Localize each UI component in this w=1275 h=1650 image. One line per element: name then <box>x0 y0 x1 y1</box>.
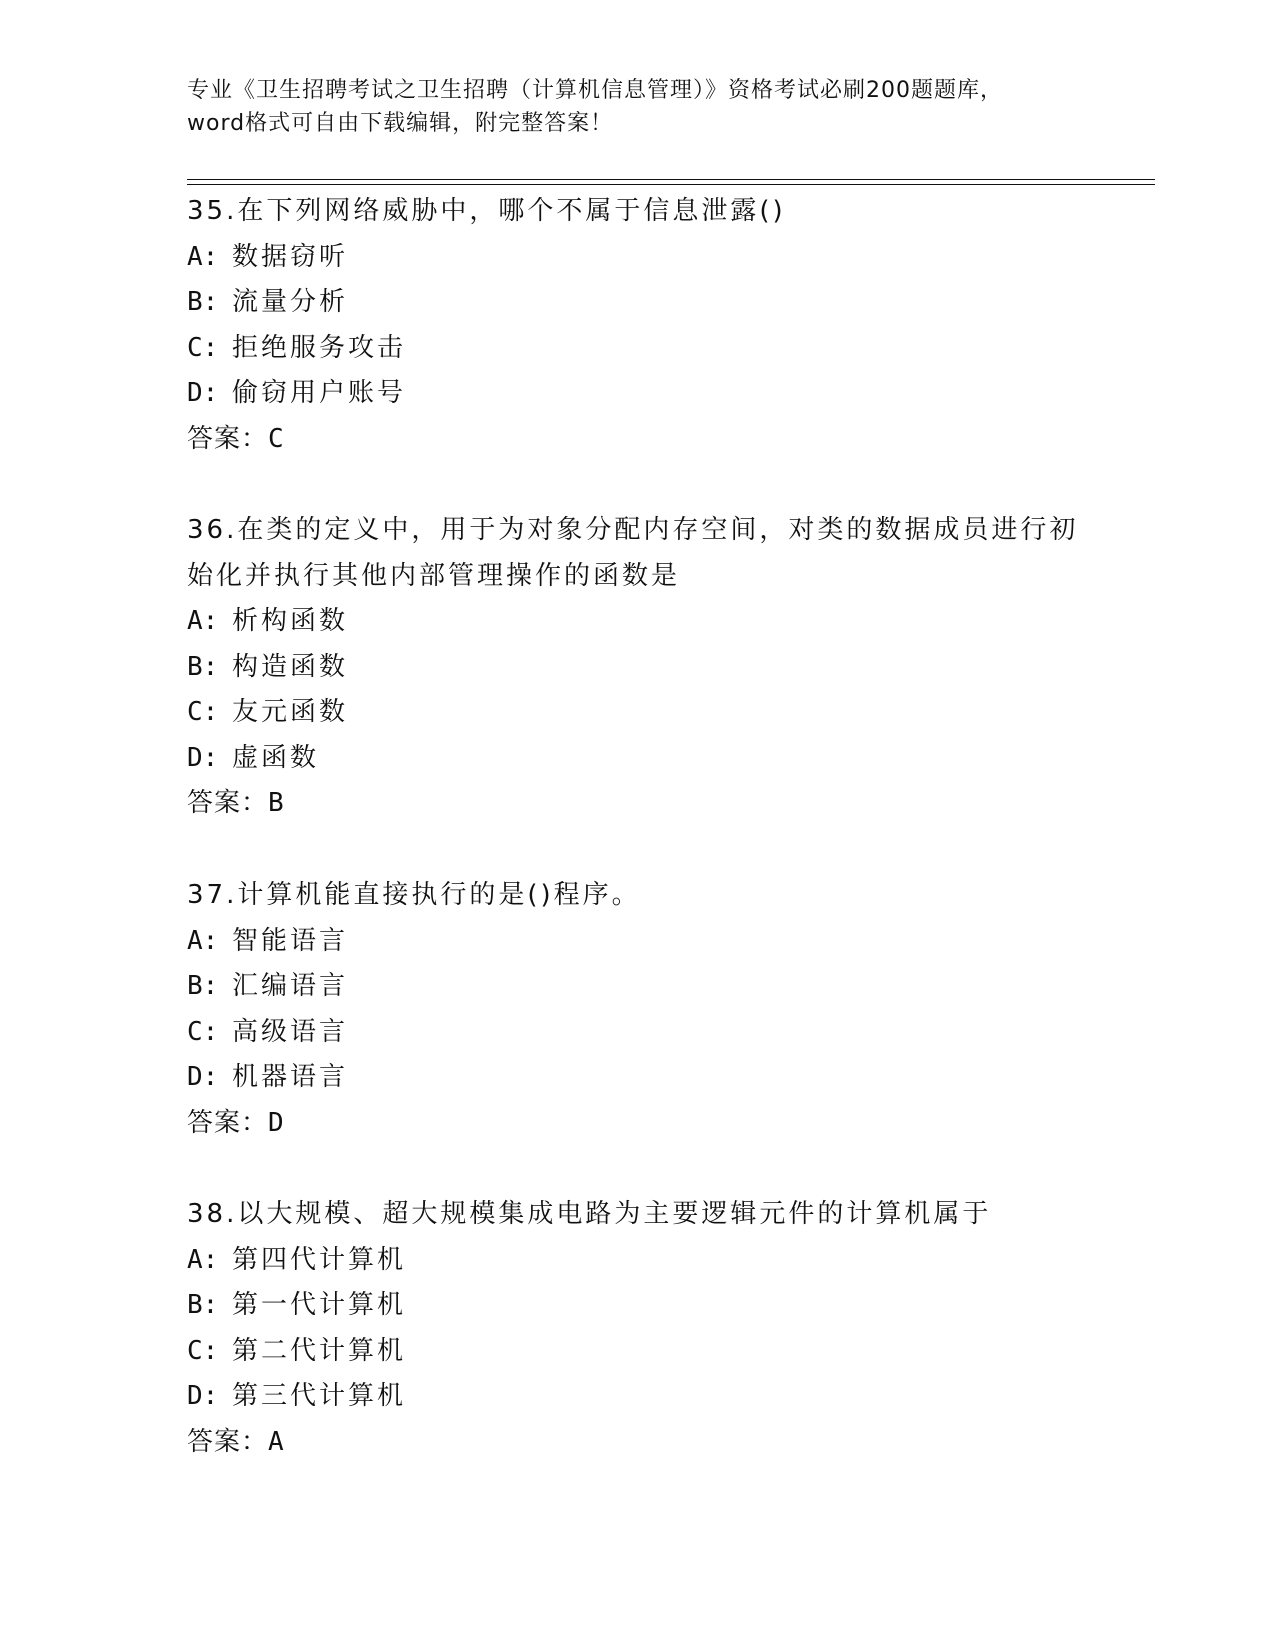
option-text: 第三代计算机 <box>232 1381 407 1411</box>
answer-value: B <box>268 788 284 818</box>
option-d <box>187 1055 1087 1101</box>
option-text: 第一代计算机 <box>232 1290 407 1320</box>
option-key: B: <box>187 287 219 317</box>
option-text: 偷窃用户账号 <box>232 378 407 408</box>
option-d <box>187 1374 1087 1420</box>
option-key: C: <box>187 332 219 363</box>
question-38 <box>187 1192 1087 1465</box>
option-text: 智能语言 <box>232 925 349 956</box>
question-stem: 35.在下列网络威胁中，哪个不属于信息泄露() <box>187 196 786 226</box>
option-key: C: <box>187 1335 219 1366</box>
option-key: A: <box>187 925 219 956</box>
question-36 <box>187 508 1087 827</box>
option-a <box>187 235 1087 281</box>
option-b <box>187 280 1087 326</box>
option-b <box>187 1283 1087 1329</box>
option-key: C: <box>187 697 219 727</box>
option-text: 汇编语言 <box>232 971 349 1001</box>
option-key: B: <box>187 1290 219 1320</box>
answer-label: 答案： <box>187 1107 269 1138</box>
answer-line <box>187 1420 1087 1466</box>
answer-line <box>187 417 1087 463</box>
option-text: 机器语言 <box>232 1062 349 1092</box>
answer-line <box>187 1101 1087 1147</box>
option-d <box>187 736 1087 782</box>
option-text: 友元函数 <box>232 697 349 727</box>
option-key: C: <box>187 1016 219 1047</box>
answer-label: 答案： <box>187 423 269 454</box>
answer-value: D <box>268 1107 284 1138</box>
question-stem: 36.在类的定义中，用于为对象分配内存空间，对类的数据成员进行初始化并执行其他内部管理操作的函数是 <box>187 515 1079 591</box>
option-key: A: <box>187 1244 219 1275</box>
option-a <box>187 599 1087 645</box>
option-key: D: <box>187 1062 219 1092</box>
document-header <box>187 74 1087 140</box>
option-c <box>187 1010 1087 1056</box>
question-stem: 38.以大规模、超大规模集成电路为主要逻辑元件的计算机属于 <box>187 1199 992 1229</box>
option-c <box>187 690 1087 736</box>
answer-value: A <box>268 1426 284 1457</box>
answer-value: C <box>268 423 284 454</box>
header-divider-bottom <box>187 184 1155 185</box>
option-b <box>187 964 1087 1010</box>
answer-label: 答案： <box>187 1426 269 1457</box>
question-35 <box>187 189 1087 462</box>
option-text: 流量分析 <box>232 287 349 317</box>
question-37 <box>187 873 1087 1146</box>
option-text: 析构函数 <box>232 606 349 636</box>
option-text: 拒绝服务攻击 <box>232 332 407 363</box>
option-text: 高级语言 <box>232 1016 349 1047</box>
option-text: 第四代计算机 <box>232 1244 407 1275</box>
header-line-1: 专业《卫生招聘考试之卫生招聘（计算机信息管理）》资格考试必刷200题题库， <box>187 78 1003 103</box>
answer-label: 答案： <box>187 788 269 818</box>
option-key: A: <box>187 241 219 272</box>
option-key: B: <box>187 651 219 682</box>
option-key: D: <box>187 378 219 408</box>
option-b <box>187 645 1087 691</box>
option-text: 构造函数 <box>232 651 349 682</box>
option-a <box>187 1238 1087 1284</box>
option-key: D: <box>187 1381 219 1411</box>
option-text: 数据窃听 <box>232 241 349 272</box>
header-line-2: word格式可自由下载编辑，附完整答案！ <box>187 111 614 136</box>
header-divider-top <box>187 179 1155 180</box>
option-c <box>187 326 1087 372</box>
option-c <box>187 1329 1087 1375</box>
option-d <box>187 371 1087 417</box>
question-stem: 37.计算机能直接执行的是()程序。 <box>187 880 641 910</box>
option-key: D: <box>187 742 219 773</box>
option-text: 虚函数 <box>232 742 320 773</box>
option-key: A: <box>187 606 219 636</box>
answer-line <box>187 781 1087 827</box>
option-text: 第二代计算机 <box>232 1335 407 1366</box>
option-key: B: <box>187 971 219 1001</box>
option-a <box>187 919 1087 965</box>
